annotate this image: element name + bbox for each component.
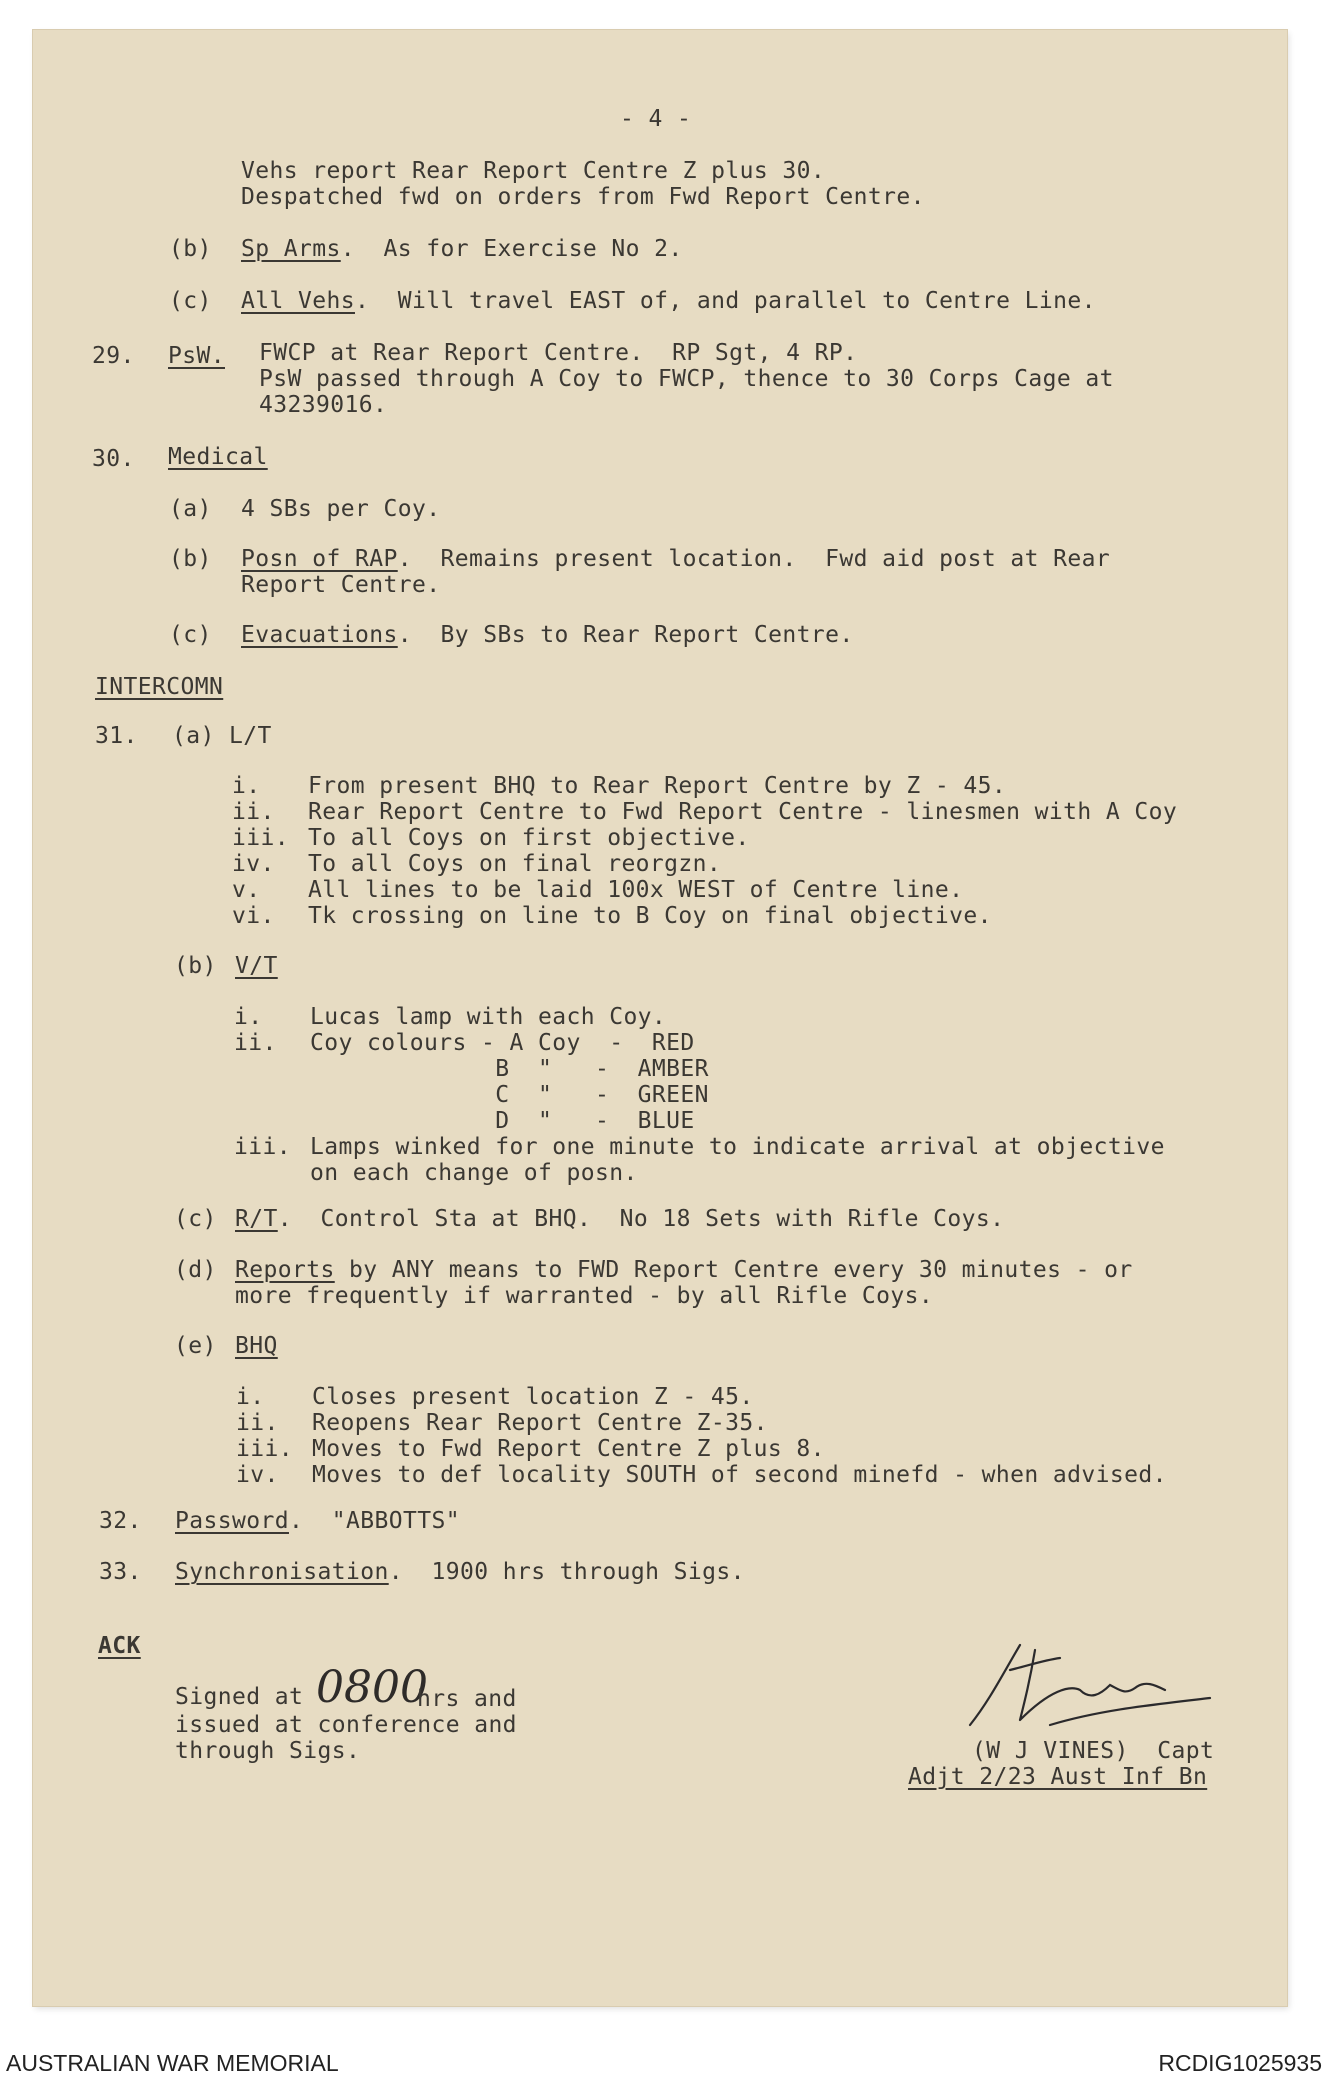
list-num: ii.: [234, 1030, 277, 1056]
reports-text: by ANY means to FWD Report Centre every 30 minutes - or: [334, 1257, 1133, 1283]
list-num: ii.: [232, 799, 275, 825]
list-item: To all Coys on final reorgzn.: [308, 851, 722, 877]
list-num: i.: [232, 773, 261, 799]
item-letter: (b): [169, 236, 212, 262]
list-num: i.: [234, 1004, 263, 1030]
item-letter: (e): [174, 1333, 217, 1359]
medical-heading: Medical: [168, 444, 268, 470]
bhq-heading: BHQ: [235, 1333, 278, 1359]
list-item: B " - AMBER: [310, 1056, 709, 1082]
item-letter: (b): [169, 546, 212, 572]
password-line: [175, 1508, 460, 1534]
all-vehs-heading: All Vehs: [241, 288, 355, 314]
list-num: iii.: [234, 1134, 291, 1160]
list-item: Closes present location Z - 45.: [312, 1384, 754, 1410]
list-item: To all Coys on first objective.: [308, 825, 750, 851]
item-letter: (c): [169, 622, 212, 648]
ack-line-3: through Sigs.: [175, 1738, 361, 1764]
list-num: iv.: [232, 851, 275, 877]
psw-line-3: 43239016.: [259, 392, 388, 418]
list-item: Coy colours - A Coy - RED: [310, 1030, 695, 1056]
rt-heading: R/T: [235, 1206, 278, 1232]
list-num: iii.: [232, 825, 289, 851]
all-vehs-text: . Will travel EAST of, and parallel to Centre Line.: [354, 288, 1096, 314]
list-item: All lines to be laid 100x WEST of Centre line.: [308, 877, 964, 903]
synchronisation-line: [175, 1559, 745, 1585]
list-item: Moves to def locality SOUTH of second minefd - when advised.: [312, 1462, 1167, 1488]
ack-heading: ACK: [98, 1633, 141, 1659]
psw-line-1: FWCP at Rear Report Centre. RP Sgt, 4 RP.: [259, 340, 858, 366]
item-letter: (a): [169, 496, 212, 522]
synchronisation-heading: Synchronisation: [175, 1559, 389, 1585]
psw-line-2: PsW passed through A Coy to FWCP, thence to 30 Corps Cage at: [259, 366, 1114, 392]
item-letter: (c): [174, 1206, 217, 1232]
list-item: Lucas lamp with each Coy.: [310, 1004, 667, 1030]
list-num: v.: [232, 877, 261, 903]
password-heading: Password: [175, 1508, 289, 1534]
list-item: Rear Report Centre to Fwd Report Centre - linesmen with A Coy: [308, 799, 1178, 825]
para-number: 29.: [92, 343, 135, 369]
signatory-name: (W J VINES) Capt: [972, 1738, 1215, 1764]
list-item: D " - BLUE: [310, 1108, 695, 1134]
posn-rap-line: [241, 546, 1110, 572]
vt-heading: V/T: [235, 953, 278, 979]
ack-signed-suffix: hrs and: [417, 1686, 517, 1712]
all-vehs-line: [241, 288, 1096, 314]
reports-line: [235, 1257, 1133, 1283]
page-number: - 4 -: [620, 106, 692, 132]
list-num: iv.: [236, 1462, 279, 1488]
evacuations-line: [241, 622, 854, 648]
rt-line: [235, 1206, 1004, 1232]
list-item: on each change of posn.: [310, 1160, 638, 1186]
lt-heading: (a) L/T: [172, 723, 272, 749]
synchronisation-text: . 1900 hrs through Sigs.: [388, 1559, 745, 1585]
list-num: iii.: [236, 1436, 293, 1462]
para-number: 30.: [92, 446, 135, 472]
list-item: C " - GREEN: [310, 1082, 709, 1108]
list-num: ii.: [236, 1410, 279, 1436]
sp-arms-heading: Sp Arms: [241, 236, 341, 262]
medical-a-text: 4 SBs per Coy.: [241, 496, 441, 522]
list-item: From present BHQ to Rear Report Centre by Z - 45.: [308, 773, 1007, 799]
list-item: Reopens Rear Report Centre Z-35.: [312, 1410, 768, 1436]
para-number: 32.: [99, 1508, 142, 1534]
item-letter: (d): [174, 1257, 217, 1283]
evacuations-text: . By SBs to Rear Report Centre.: [397, 622, 854, 648]
para-number: 31.: [95, 723, 138, 749]
rt-text: . Control Sta at BHQ. No 18 Sets with Rifle Coys.: [277, 1206, 1005, 1232]
item-letter: (c): [169, 288, 212, 314]
list-item: Tk crossing on line to B Coy on final objective.: [308, 903, 992, 929]
posn-rap-heading: Posn of RAP: [241, 546, 398, 572]
vehs-line-2: Despatched fwd on orders from Fwd Report Centre.: [241, 184, 925, 210]
handwritten-signature: [950, 1630, 1220, 1740]
list-item: Moves to Fwd Report Centre Z plus 8.: [312, 1436, 825, 1462]
ack-signed-prefix: Signed at: [175, 1684, 304, 1710]
list-num: vi.: [232, 903, 275, 929]
archive-id: RCDIG1025935: [1158, 2050, 1322, 2076]
vehs-line-1: Vehs report Rear Report Centre Z plus 30.: [241, 158, 826, 184]
handwritten-time: 0800: [316, 1662, 428, 1713]
para-number: 33.: [99, 1559, 142, 1585]
evacuations-heading: Evacuations: [241, 622, 398, 648]
password-text: . "ABBOTTS": [288, 1508, 460, 1534]
item-letter: (b): [174, 953, 217, 979]
posn-rap-text: . Remains present location. Fwd aid post at Rear: [397, 546, 1111, 572]
reports-heading: Reports: [235, 1257, 335, 1283]
signatory-title: Adjt 2/23 Aust Inf Bn: [908, 1764, 1208, 1790]
psw-heading: PsW.: [168, 343, 225, 369]
ack-line-2: issued at conference and: [175, 1712, 517, 1738]
intercomn-heading: INTERCOMN: [95, 674, 224, 700]
list-item: Lamps winked for one minute to indicate arrival at objective: [310, 1134, 1165, 1160]
sp-arms-text: . As for Exercise No 2.: [340, 236, 683, 262]
posn-rap-line-2: Report Centre.: [241, 572, 441, 598]
reports-line-2: more frequently if warranted - by all Rifle Coys.: [235, 1283, 934, 1309]
list-num: i.: [236, 1384, 265, 1410]
sp-arms-line: [241, 236, 683, 262]
archive-credit: AUSTRALIAN WAR MEMORIAL: [6, 2050, 339, 2076]
